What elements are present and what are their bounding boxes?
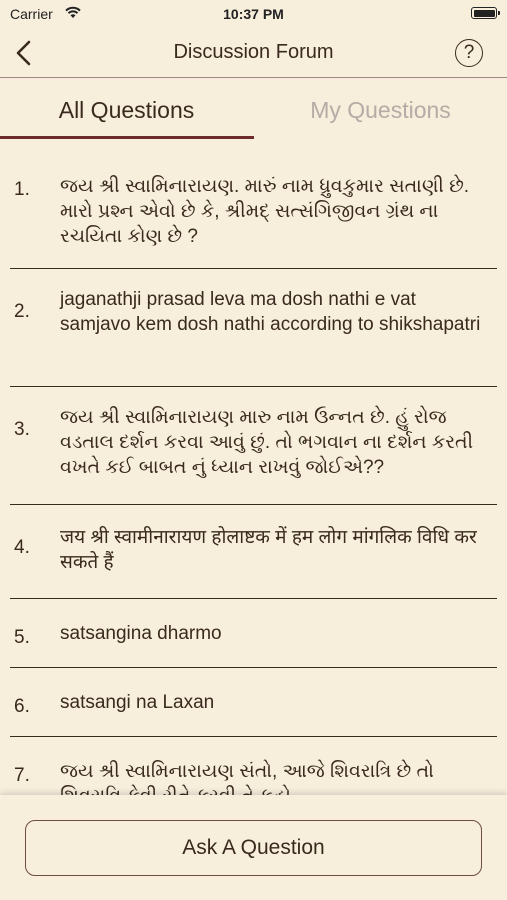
question-number: 2. — [14, 301, 30, 322]
question-item[interactable] — [0, 505, 507, 599]
help-button[interactable]: ? — [455, 39, 483, 67]
tab-my-questions[interactable]: My Questions — [310, 97, 451, 123]
question-number: 6. — [14, 696, 30, 717]
question-text: જય શ્રી સ્વામિનારાયણ. મારું નામ ધ્રુવકુમાર સતાણી છે. મારો પ્રશ્ન એવો છે કે, શ્રીમદ્ સત્સંગિજીવન ગ્રંથ ના રચયિતા કોણ છે ? — [60, 176, 470, 247]
question-item[interactable] — [0, 139, 507, 269]
carrier-label: Carrier — [10, 6, 53, 22]
tab-all-questions[interactable]: All Questions — [58, 97, 195, 123]
question-text: jaganathji prasad leva ma dosh nathi e vat samjavo kem dosh nathi according to shikshapatri — [60, 289, 481, 335]
page-title: Discussion Forum — [173, 41, 334, 63]
question-number: 3. — [14, 419, 30, 440]
status-bar — [0, 0, 507, 30]
battery-icon — [471, 7, 497, 19]
question-text: satsangi na Laxan — [60, 692, 215, 713]
question-text: જય શ્રી સ્વામિનારાયણ મારુ નામ ઉન્નત છે. હું રોજ વડતાલ દર્શન કરવા આવું છું. તો ભગવાન ના દર્શન કરતી વખતે કઈ બાબત નું ધ્યાન રાખવું જોઈએ?? — [60, 407, 474, 478]
question-item[interactable] — [0, 387, 507, 505]
ask-question-button[interactable]: Ask A Question — [25, 820, 482, 876]
question-text: જય શ્રી સ્વામિનારાયણ સંતો, આજે શિવરાત્રિ છે તો — [60, 761, 434, 782]
question-number: 7. — [14, 765, 30, 786]
question-item[interactable] — [0, 269, 507, 387]
question-number: 4. — [14, 537, 30, 558]
question-item[interactable] — [0, 599, 507, 668]
segmented-tabs — [0, 79, 507, 139]
bottom-action-bar — [0, 795, 507, 900]
question-item[interactable] — [0, 668, 507, 737]
question-text: जय श्री स्वामीनारायण होलाष्टक में हम लोग मांगलिक विधि कर सकते हैं — [60, 527, 477, 573]
question-text: satsangina dharmo — [60, 623, 222, 644]
question-number: 1. — [14, 179, 30, 200]
question-list[interactable] — [0, 139, 507, 795]
navigation-bar — [0, 30, 507, 78]
question-number: 5. — [14, 627, 30, 648]
status-time: 10:37 PM — [223, 6, 284, 22]
